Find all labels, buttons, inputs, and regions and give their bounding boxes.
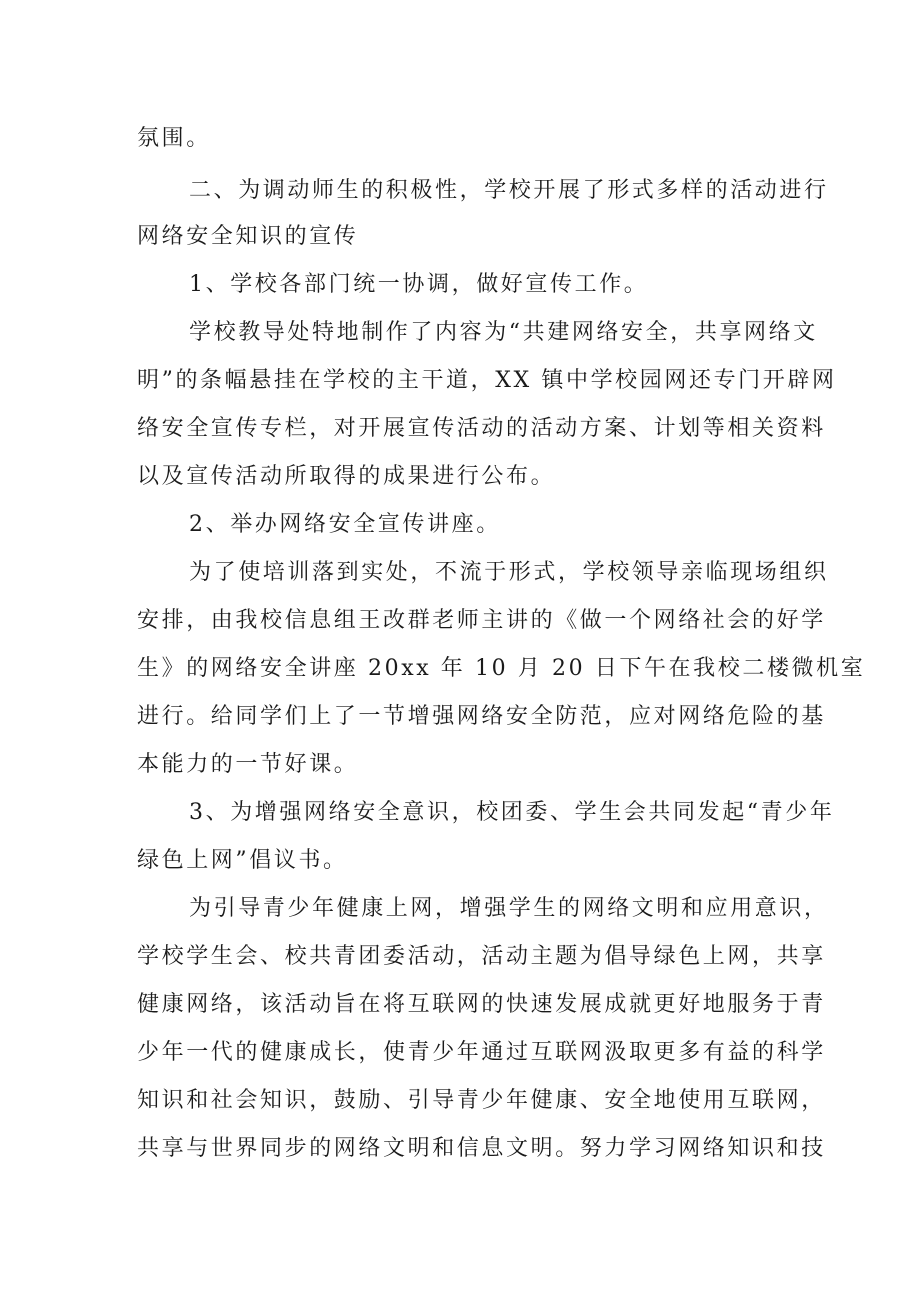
paragraph-line: 知识和社会知识，鼓励、引导青少年健康、安全地使用互联网，: [137, 1088, 826, 1113]
paragraph-line: 共享与世界同步的网络文明和信息文明。努力学习网络知识和技: [137, 1136, 826, 1161]
text-line: 氛围。: [137, 126, 211, 151]
paragraph-line: 安排，由我校信息组王改群老师主讲的《做一个网络社会的好学: [137, 608, 826, 633]
paragraph-line: 学校教导处特地制作了内容为“共建网络安全，共享网络文: [189, 320, 818, 345]
section-heading-line: 二、为调动师生的积极性，学校开展了形式多样的活动进行: [189, 178, 829, 203]
paragraph-line: 健康网络，该活动旨在将互联网的快速发展成就更好地服务于青: [137, 992, 826, 1017]
paragraph-line: 学校学生会、校共青团委活动，活动主题为倡导绿色上网，共享: [137, 944, 826, 969]
paragraph-line: 生》的网络安全讲座 20xx 年 10 月 20 日下午在我校二楼微机室: [137, 656, 866, 681]
paragraph-line: 络安全宣传专栏，对开展宣传活动的活动方案、计划等相关资料: [137, 416, 826, 441]
paragraph-line: 为引导青少年健康上网，增强学生的网络文明和应用意识，: [189, 896, 829, 921]
paragraph-line: 少年一代的健康成长，使青少年通过互联网汲取更多有益的科学: [137, 1040, 826, 1065]
paragraph-line: 为了使培训落到实处，不流于形式，学校领导亲临现场组织: [189, 560, 829, 585]
subheading-line: 绿色上网”倡议书。: [137, 848, 348, 873]
subheading-line: 2、举办网络安全宣传讲座。: [189, 512, 501, 537]
paragraph-line: 明”的条幅悬挂在学校的主干道，XX 镇中学校园网还专门开辟网: [137, 368, 837, 393]
subheading-line: 3、为增强网络安全意识，校团委、学生会共同发起“青少年: [189, 800, 835, 825]
paragraph-line: 以及宣传活动所取得的成果进行公布。: [137, 464, 556, 489]
paragraph-line: 本能力的一节好课。: [137, 752, 359, 777]
paragraph-line: 进行。给同学们上了一节增强网络安全防范，应对网络危险的基: [137, 704, 826, 729]
subheading-line: 1、学校各部门统一协调，做好宣传工作。: [189, 272, 649, 297]
section-heading-line: 网络安全知识的宣传: [137, 224, 359, 249]
